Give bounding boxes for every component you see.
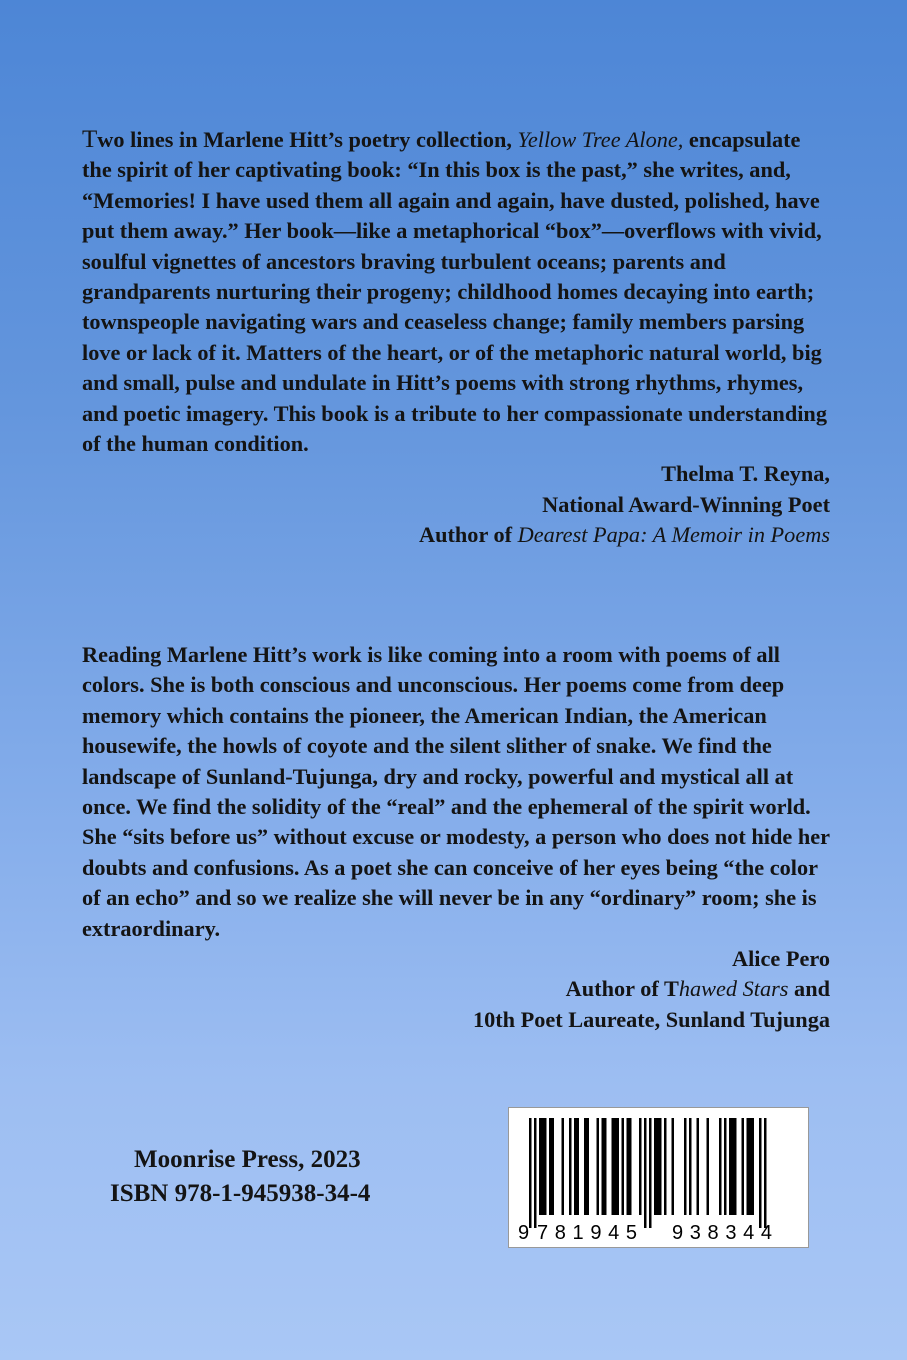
barcode-bar [657,1118,660,1215]
barcode-bar [742,1118,745,1215]
isbn-text: ISBN 978-1-945938-34-4 [110,1180,371,1207]
reviewer-credential: 10th Poet Laureate, Sunland Tujunga [472,1006,830,1032]
reviewer-name: Thelma T. Reyna, [661,461,830,487]
review-attribution [82,944,834,1035]
barcode-bar [629,1118,632,1215]
review-attribution [82,459,834,550]
barcode-guard-bar [649,1118,652,1228]
barcode-bar [617,1118,620,1215]
barcode-bar [549,1118,552,1215]
barcode-bar [689,1118,692,1215]
barcode-bar [684,1118,687,1215]
barcode-bar [569,1118,572,1215]
barcode-bar [544,1118,547,1215]
barcode-bar [542,1118,545,1215]
barcode-right-digits: 938344 [672,1222,772,1244]
barcode-bar [752,1118,755,1215]
barcode-bar [724,1118,727,1215]
reviewer-book: Author of Thawed Stars and [565,976,830,1002]
barcode-bar [747,1118,750,1215]
barcode-guard-bar [529,1118,532,1228]
barcode-guard-bar [764,1118,767,1228]
review-text-segment: encapsulate the spirit of her captivating book: “In this box is the past,” she writes, and, “Memories! I have used them all again and again, have dusted, polished, have put them away.” Her book—like a metaphorical “box”—overflows with vivid, soulful vignettes of ancestors braving turbulent oceans; parents and grandparents nurturing their progeny; childhood homes decaying into earth; townspeople navigating wars and ceaseless change; family members parsing love or lack of it. Matters of the heart, or of the metaphoric natural world, big and small, pulse and undulate in Hitt’s poems with strong rhythms, rhymes, and poetic imagery. This book is a tribute to her compassionate understanding of the human condition. [82,127,827,457]
barcode-bar [697,1118,700,1215]
barcode-bar [654,1118,657,1215]
barcode-bar [672,1118,675,1215]
review-alice-pero [82,640,834,1035]
barcode-guard-bar [534,1118,537,1228]
barcode-left-digits: 781945 [537,1222,637,1244]
review-body [82,125,834,459]
barcode-bar [707,1118,710,1215]
barcode-bar [604,1118,607,1215]
reviewer-book-title: hawed Stars [678,976,789,1002]
barcode-bar [597,1118,600,1215]
barcode-bar [734,1118,737,1215]
publisher-name: Moonrise Press, 2023 [134,1146,361,1173]
barcode-bar [719,1118,722,1215]
barcode-guard-bar [644,1118,647,1228]
barcode-bar [614,1118,617,1215]
barcode-guard-bar [759,1118,762,1228]
barcode-bar [562,1118,565,1215]
barcode-bar [612,1118,615,1215]
barcode-lead-digit: 9 [518,1222,530,1244]
barcode-bar [574,1118,577,1215]
barcode-bar [539,1118,542,1215]
review-body: Reading Marlene Hitt’s work is like coming into a room with poems of all colors. She is both conscious and unconscious. Her poems come from deep memory which contains the pioneer, the American Indian, the American housewife, the howls of coyote and the silent slither of snake. We find the landscape of Sunland-Tujunga, dry and rocky, powerful and mystical all at once. We find the solidity of the “real” and the ephemeral of the spirit world. She “sits before us” without excuse or modesty, a person who does not hide her doubts and confusions. As a poet she can conceive of her eyes being “the color of an echo” and so we realize she will never be in any “ordinary” room; she is extraordinary. [82,642,830,941]
review-thelma-reyna [82,125,834,551]
barcode-bar [732,1118,735,1215]
barcode-bar [749,1118,752,1215]
barcode-bar [664,1118,667,1215]
barcode-bar [587,1118,590,1215]
barcode-bar [729,1118,732,1215]
barcode-bar [639,1118,642,1215]
barcode-bar [602,1118,605,1215]
barcode-bar [552,1118,555,1215]
barcode-bar [659,1118,662,1215]
isbn-barcode [508,1107,809,1248]
review-text-segment: T [82,126,98,153]
reviewer-credential: National Award-Winning Poet [542,491,830,517]
publisher-info [110,1143,370,1211]
review-text-segment: wo lines in Marlene Hitt’s poetry collection, [97,127,518,152]
barcode-bar [622,1118,625,1215]
barcode-bar [627,1118,630,1215]
reviewer-book-title: Dearest Papa: A Memoir in Poems [517,522,830,548]
barcode-graphic [509,1108,808,1247]
reviewer-name: Alice Pero [731,946,830,972]
reviewer-book: Author of Dearest Papa: A Memoir in Poems [418,522,830,548]
barcode-bar [577,1118,580,1215]
review-text-segment: Yellow Tree Alone, [517,127,684,152]
barcode-bar [584,1118,587,1215]
